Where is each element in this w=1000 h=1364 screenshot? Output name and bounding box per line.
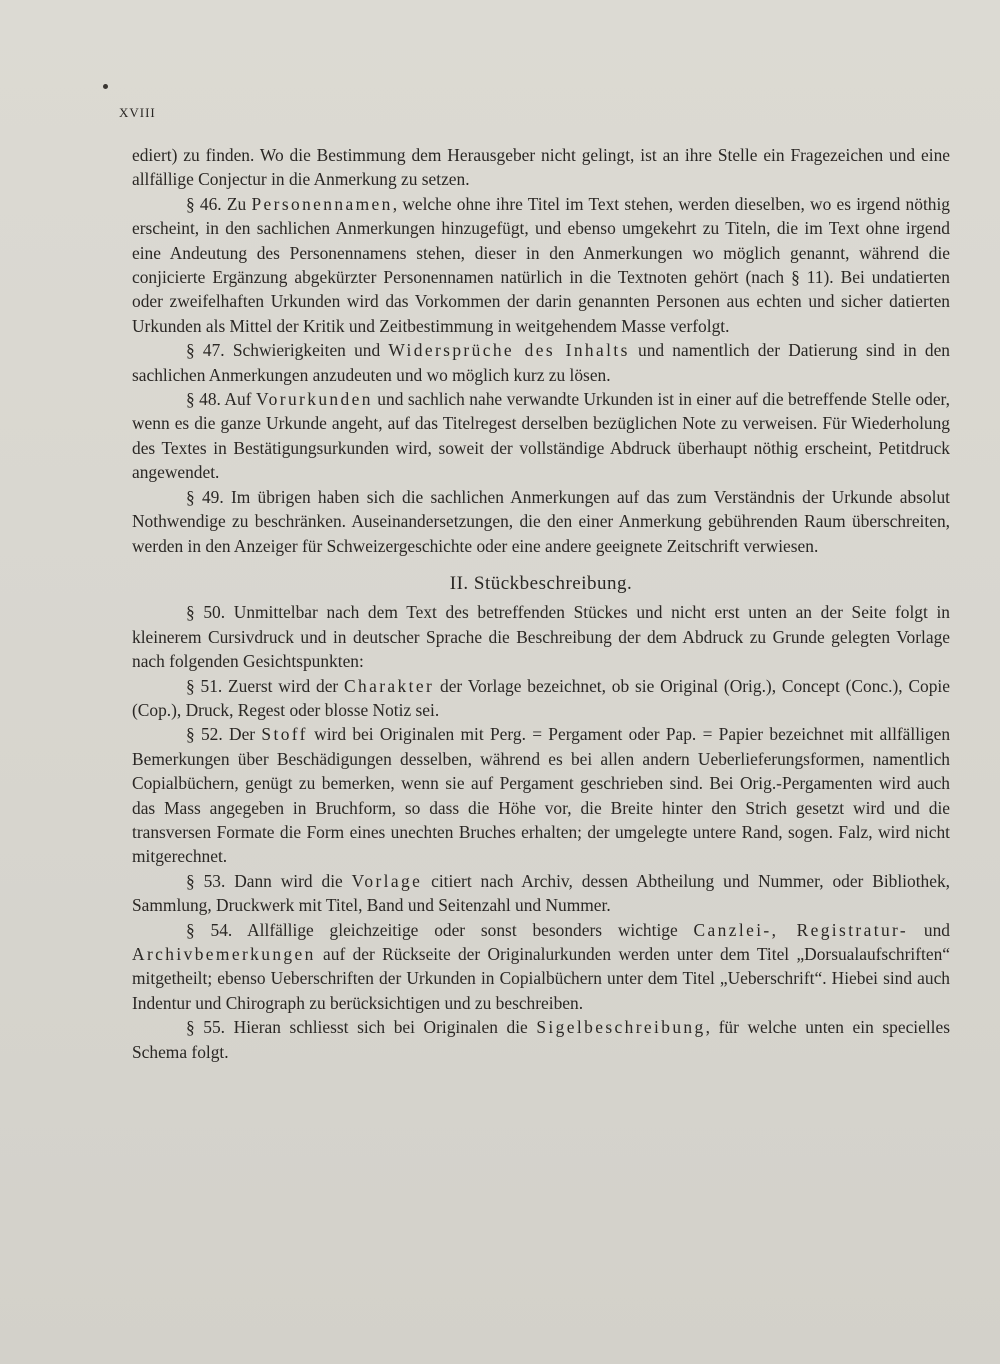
text-run: § 51. Zuerst wird der: [186, 675, 345, 696]
text-run: citiert nach Archiv, dessen Abtheilung und Nummer, oder Bibliothek, Sammlung, Druckwerk mit Titel, Band und Seitenzahl und Nummer.: [132, 870, 951, 916]
page-number: XVIII: [119, 105, 156, 120]
spaced-term: Stoff: [261, 724, 308, 745]
spaced-term: Charakter: [344, 675, 435, 696]
paragraph-p48: [132, 387, 950, 485]
ink-dot: [103, 84, 108, 89]
spaced-term: Vorlage: [351, 870, 423, 891]
text-run: und sachlich nahe verwandte Urkunden ist in einer auf die betreffende Stelle oder, wenn es die ganze Urkunde angeht, auf das Titelregest derselben bezüglichen Note zu verweisen. Für Wiederholung des Textes in Bestätigungsurkunden wird, soweit der vollständige Abdruck überhaupt nöthig erscheint, Petitdruck angewendet.: [132, 389, 950, 483]
section-heading: II. Stückbeschreibung.: [449, 572, 633, 594]
paragraph-cont: [132, 143, 950, 192]
text-run: § 52. Der: [186, 724, 262, 745]
paragraph-p54: [132, 918, 950, 1016]
spaced-term: Canzlei-, Registratur-: [693, 919, 909, 940]
text-run: und: [908, 919, 950, 940]
paragraph-p50: [132, 600, 950, 673]
text-run: § 53. Dann wird die: [186, 870, 352, 891]
text-run: wird bei Originalen mit Perg. = Pergament oder Pap. = Papier bezeichnet mit allfälligen Bemerkungen über Beschädigungen desselben, während es bei allen andern Ueberlieferungsformen, namentlich Copialbüchern, genügt zu bemerken, wenn sie auf Pergament geschrieben sind. Bei Orig.-Pergamenten wird auch das Mass angegeben in Bruchform, so dass die Höhe vor, die Breite hinter den Strich gesetzt wird und die transversen Formate die Form eines unechten Bruches erhalten; der umgelegte untere Rand, sogen. Falz, wird nicht mitgerechnet.: [132, 724, 951, 867]
paragraph-p47: [132, 338, 950, 387]
spaced-term: Vorurkunden: [255, 389, 373, 410]
text-run: § 48. Auf: [186, 389, 256, 410]
text-run: auf der Rückseite der Originalurkunden werden unter dem Titel „Dorsualaufschriften“ mitgetheilt; ebenso Ueberschriften der Urkunden in Copialbüchern unter dem Titel „Ueberschrift“. Hiebei sind auch Indentur und Chirograph zu berücksichtigen und zu beschreiben.: [132, 944, 950, 1013]
spaced-term: Archivbemerkungen: [132, 944, 316, 964]
body-text: [132, 143, 950, 1064]
paragraph-p53: [132, 869, 950, 918]
text-run: der Vorlage bezeichnet, ob sie Original (Orig.), Concept (Conc.), Copie (Cop.), Druck, Regest oder blosse Notiz sei.: [132, 675, 950, 720]
paragraph-p55: [132, 1015, 950, 1064]
text-run: § 47. Schwierigkeiten und: [186, 340, 389, 361]
paragraph-p52: [132, 722, 950, 868]
paragraph-p49: [132, 485, 950, 558]
text-run: § 55. Hieran schliesst sich bei Originalen die: [186, 1017, 537, 1038]
paragraph-group-notes: [132, 143, 950, 558]
text-run: , welche ohne ihre Titel im Text stehen, werden dieselben, wo es irgend nöthig erscheint, in den sachlichen Anmerkungen hinzugefügt, und ebenso umgekehrt zu Titeln, die im Text ohne irgend eine Andeutung des Personennamens stehen, dieser in den Anmerkungen wo möglich genannt, während die conjicierte Ergänzung abgekürzter Personennamen natürlich in die Textnoten gehört (nach § 11). Bei undatierten oder zweifelhaften Urkunden wird das Vorkommen der darin genannten Personen aus echten und sicher datierten Urkunden als Mittel der Kritik und Zeitbestimmung in weitgehendem Masse verfolgt.: [132, 193, 950, 336]
paragraph-group-description: [132, 600, 950, 1064]
spaced-term: Sigelbeschreibung: [536, 1017, 706, 1038]
text-run: § 54. Allfällige gleichzeitige oder sonst besonders wichtige: [186, 919, 694, 940]
text-run: § 49. Im übrigen haben sich die sachlichen Anmerkungen auf das zum Verständnis der Urkunde absolut Nothwendige zu beschränken. Auseinandersetzungen, die den einer Anmerkung gebührenden Raum überschreiten, werden in den Anzeiger für Schweizergeschichte oder eine andere geeignete Zeitschrift verwiesen.: [132, 486, 950, 556]
text-run: § 46. Zu: [186, 193, 252, 214]
paragraph-p51: [132, 674, 950, 723]
spaced-term: Personennamen: [251, 193, 393, 214]
text-run: , für welche unten ein specielles Schema folgt.: [132, 1017, 950, 1062]
spaced-term: Widersprüche des Inhalts: [388, 340, 630, 361]
paragraph-p46: [132, 192, 950, 338]
text-run: und namentlich der Datierung sind in den sachlichen Anmerkungen anzudeuten und wo möglich kurz zu lösen.: [132, 340, 951, 385]
text-run: § 50. Unmittelbar nach dem Text des betreffenden Stückes und nicht erst unten an der Seite folgt in kleinerem Cursivdruck und in deutscher Sprache die Beschreibung der dem Abdruck zu Grunde gelegten Vorlage nach folgenden Gesichtspunkten:: [132, 602, 950, 672]
text-run: ediert) zu finden. Wo die Bestimmung dem Herausgeber nicht gelingt, ist an ihre Stelle ein Fragezeichen und eine allfällige Conjectur in die Anmerkung zu setzen.: [132, 145, 950, 190]
